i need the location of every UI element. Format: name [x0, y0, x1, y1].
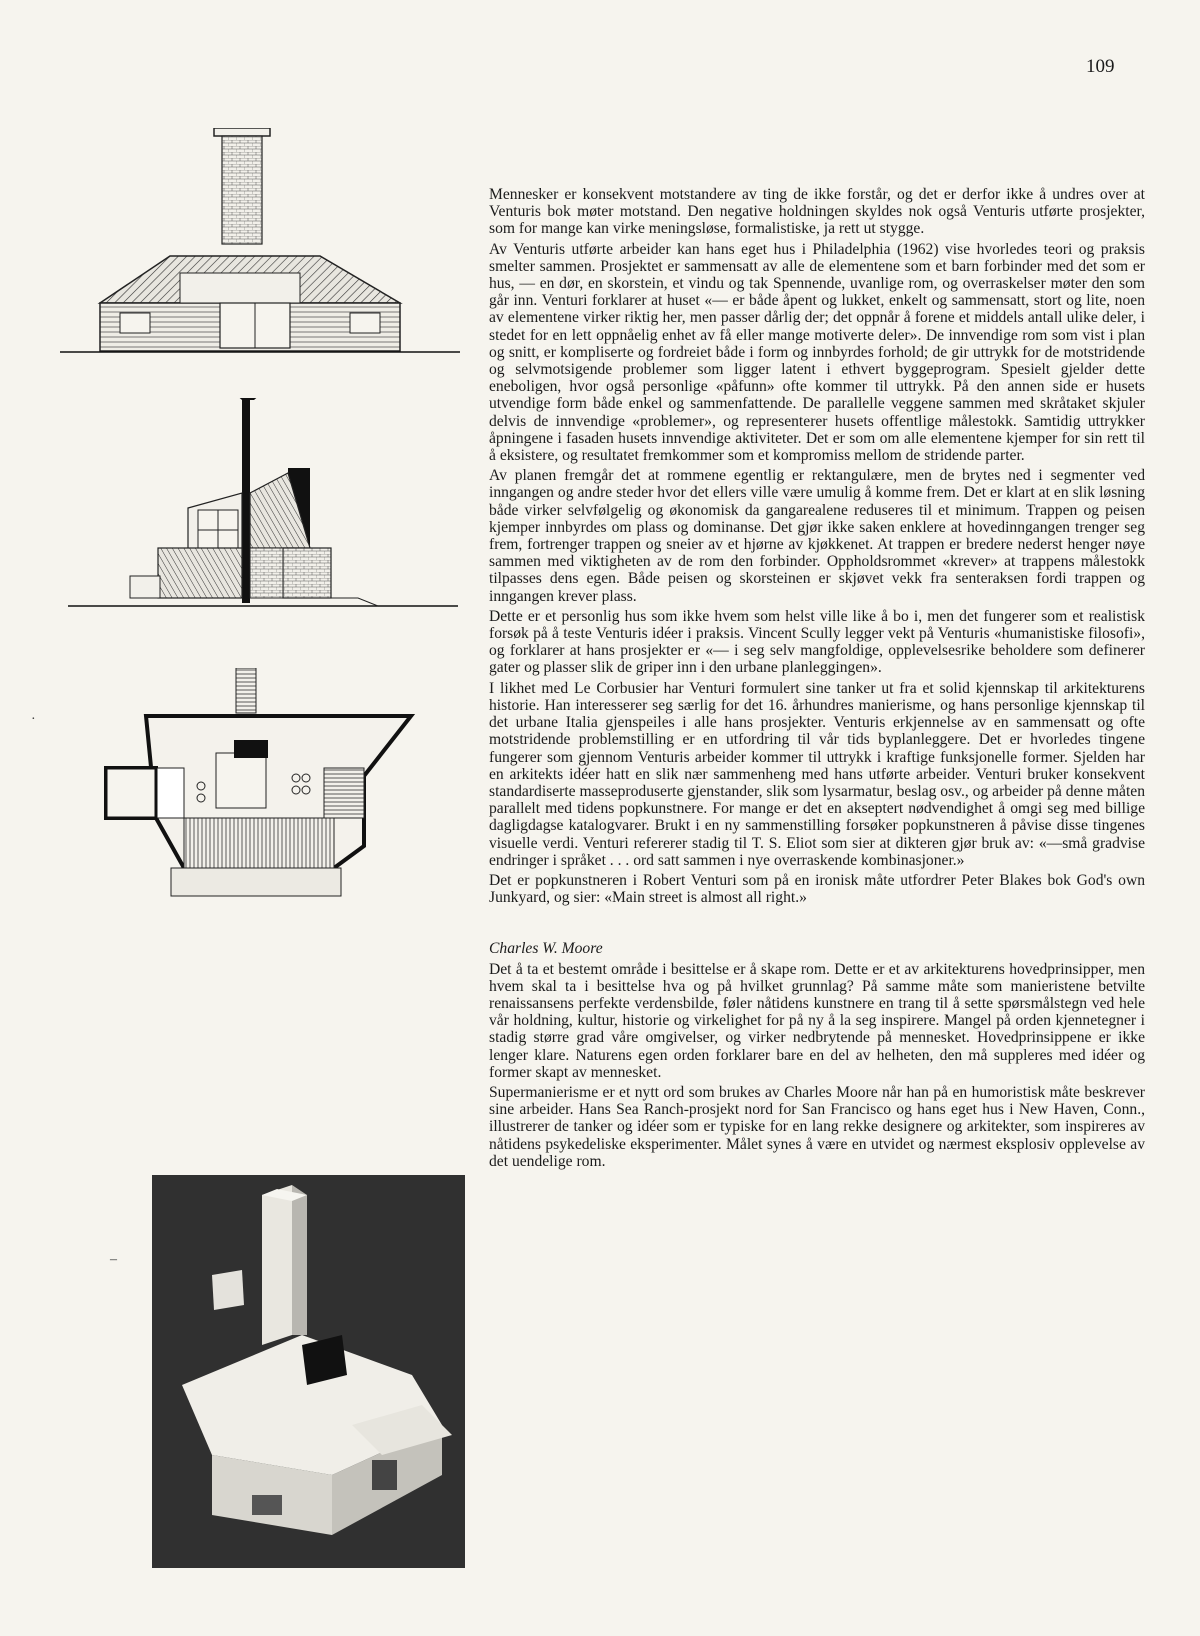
main-text-column	[489, 186, 1145, 1173]
scan-speck: –	[110, 1252, 117, 1267]
body-paragraph: I likhet med Le Corbusier har Venturi formulert sine tanker ut fra et solid kjennskap til arkitekturens historie. Han interesserer seg særlig for det 16. århundres manierisme, og hans personlige kjennskap til det urbane Italia gjenspeiles i alle hans prosjekter. Venturis erkjennelse av en sammensatt og ofte motstridende problemstilling er en utfordring til vår tids byplanleggere. Det er hvorledes tingene fungerer som gjennom Venturis arbeider kommer til uttrykk i kraftige funksjonelle former. Sjelden har en arkitekts idéer hatt en slik nær sammenheng med hans utførte arbeider. Venturi bruker konsekvent standardiserte masseproduserte gjenstander, slik som lysarmatur, beslag osv., og arbeider på denne måten parallelt med tidens popkunstnere. For mange er det en akseptert nødvendighet å omgi seg med billige dagligdagse katalogvarer. Brukt i en ny sammenstilling forsøker popkunstneren å påvise disse tingenes visuelle verdi. Venturi refererer stadig til T. S. Eliot som sier at dikteren gjør bruk av: «—små gradvise endringer i språket . . . ord satt sammen i nye overraskende kombinasjoner.»	[489, 679, 1145, 869]
side-elevation-drawing	[68, 398, 458, 632]
body-paragraph: Av Venturis utførte arbeider kan hans eget hus i Philadelphia (1962) vise hvorledes teori og praksis smelter sammen. Prosjektet er sammensatt av alle de elementene som et barn forbinder med det som er hus, — en dør, en skorstein, et vindu og tak Spennende, uvanlige rom, og overraskelser møter den som går inn. Venturi forklarer at huset «— er både åpent og lukket, enkelt og sammensatt, stort og lite, noen av elementene virker riktig her, men passer dårlig der; det oppnår å forene et middels antall ulike deler, i stedet for en lett oppnåelig enhet av få eller mange motiverte deler». De innvendige rom som vist i plan og snitt, er kompliserte og fordreiet både i form og innbyrdes forhold; de gir uttrykk for de motstridende og selvmotsigende problemer som ligger latent i ethvert byggeprogram. Spesielt gjelder dette eneboligen, hvor også personlige «påfunn» ofte kommer til uttrykk. På den annen side er husets utvendige form både enkel og sammenfattende. De parallelle veggene sammen med skråtaket skjuler delvis de innvendige «problemer», og representerer husets offentlige målestokk. Samtidig uttrykker åpningene i fasaden husets innvendige aktiviteter. Det er som om alle elementene kjemper for sin rett til å eksistere, og resultatet fremkommer som et kompromiss mellom de stridende parter.	[489, 240, 1145, 465]
body-paragraph: Det er popkunstneren i Robert Venturi som på en ironisk måte utfordrer Peter Blakes bok God's own Junkyard, og sier: «Main street is almost all right.»	[489, 871, 1145, 907]
body-paragraph: Det å ta et bestemt område i besittelse er å skape rom. Dette er et av arkitekturens hovedprinsipper, men hvem skal ta i besittelse hva og på hvilket grunnlag? På samme måte som manieristene betvilte renaissansens perfekte verdensbilde, føler nåtidens kunstnere en trang til å sette spørsmålstegn ved hele vår holdning, kultur, historie og virkelighet for på ny å la seg inspirere. Mangel på orden kjennetegner i stadig større grad våre omgivelser, og virker nedbrytende på mennesket. Hovedprinsippene er ikke lenger klare. Naturens egen orden forklarer bare en del av helheten, den må suppleres med idéer og former skapt av mennesket.	[489, 960, 1145, 1081]
section-heading: Charles W. Moore	[489, 940, 603, 958]
body-paragraph: Av planen fremgår det at rommene egentlig er rektangulære, men de brytes ned i segmenter ved inngangen og andre steder hvor det ellers ville være umulig å komme frem. Det er klart at en slik løsning både virker selvfølgelig og økonomisk da gangarealene reduseres til et minimum. Trappen og peisen kjemper innbyrdes om plass og dominanse. Det gjør ikke saken enklere at hovedinngangen trenger seg frem, fortrenger trappen og sneier av et hjørne av kjøkkenet. At trappen er bredere nederst henger nøye sammen med viktigheten av de rom den forbinder. Oppholdsrommet «krever» at trappens målestokk tilpasses dens egen. Både peisen og skorsteinen er skjøvet vekk fra senteraksen fordi trappen og inngangen krever plass.	[489, 467, 1145, 605]
body-paragraph: Supermanierisme er et nytt ord som brukes av Charles Moore når han på en humoristisk måte beskrever sine arbeider. Hans Sea Ranch-prosjekt nord for San Francisco og hans eget hus i New Haven, Conn., illustrerer de tanker og idéer som er typiske for en lang rekke designere og arkitekter, som inspireres av nåtidens psykedeliske eksperimenter. Målet synes å være en utvidet og nærmest eksplosiv opplevelse av det uendelige rom.	[489, 1083, 1145, 1170]
page-number: 109	[1086, 56, 1115, 77]
body-paragraph: Mennesker er konsekvent motstandere av ting de ikke forstår, og det er derfor ikke å undres over at Venturis bok møter motstand. Den negative holdningen skyldes nok også Venturis utførte prosjekter, som for mange kan virke meningsløse, formalistiske, ja rett ut stygge.	[489, 186, 1145, 238]
front-elevation-drawing	[60, 128, 460, 370]
body-paragraph: Dette er et personlig hus som ikke hvem som helst ville like å bo i, men det fungerer som et realistisk forsøk på å teste Venturis idéer i praksis. Vincent Scully legger vekt på Venturis «humanistiske filosofi», og forklarer at hans prosjekter er «— i seg selv mangfoldige, opplevelsesrike beholdere som definerer gater og plasser slik de griper inn i den urbane planleggingen».	[489, 607, 1145, 677]
scan-speck: ·	[31, 712, 36, 727]
house-model-photo	[152, 1175, 465, 1568]
floor-plan-drawing	[96, 668, 436, 908]
